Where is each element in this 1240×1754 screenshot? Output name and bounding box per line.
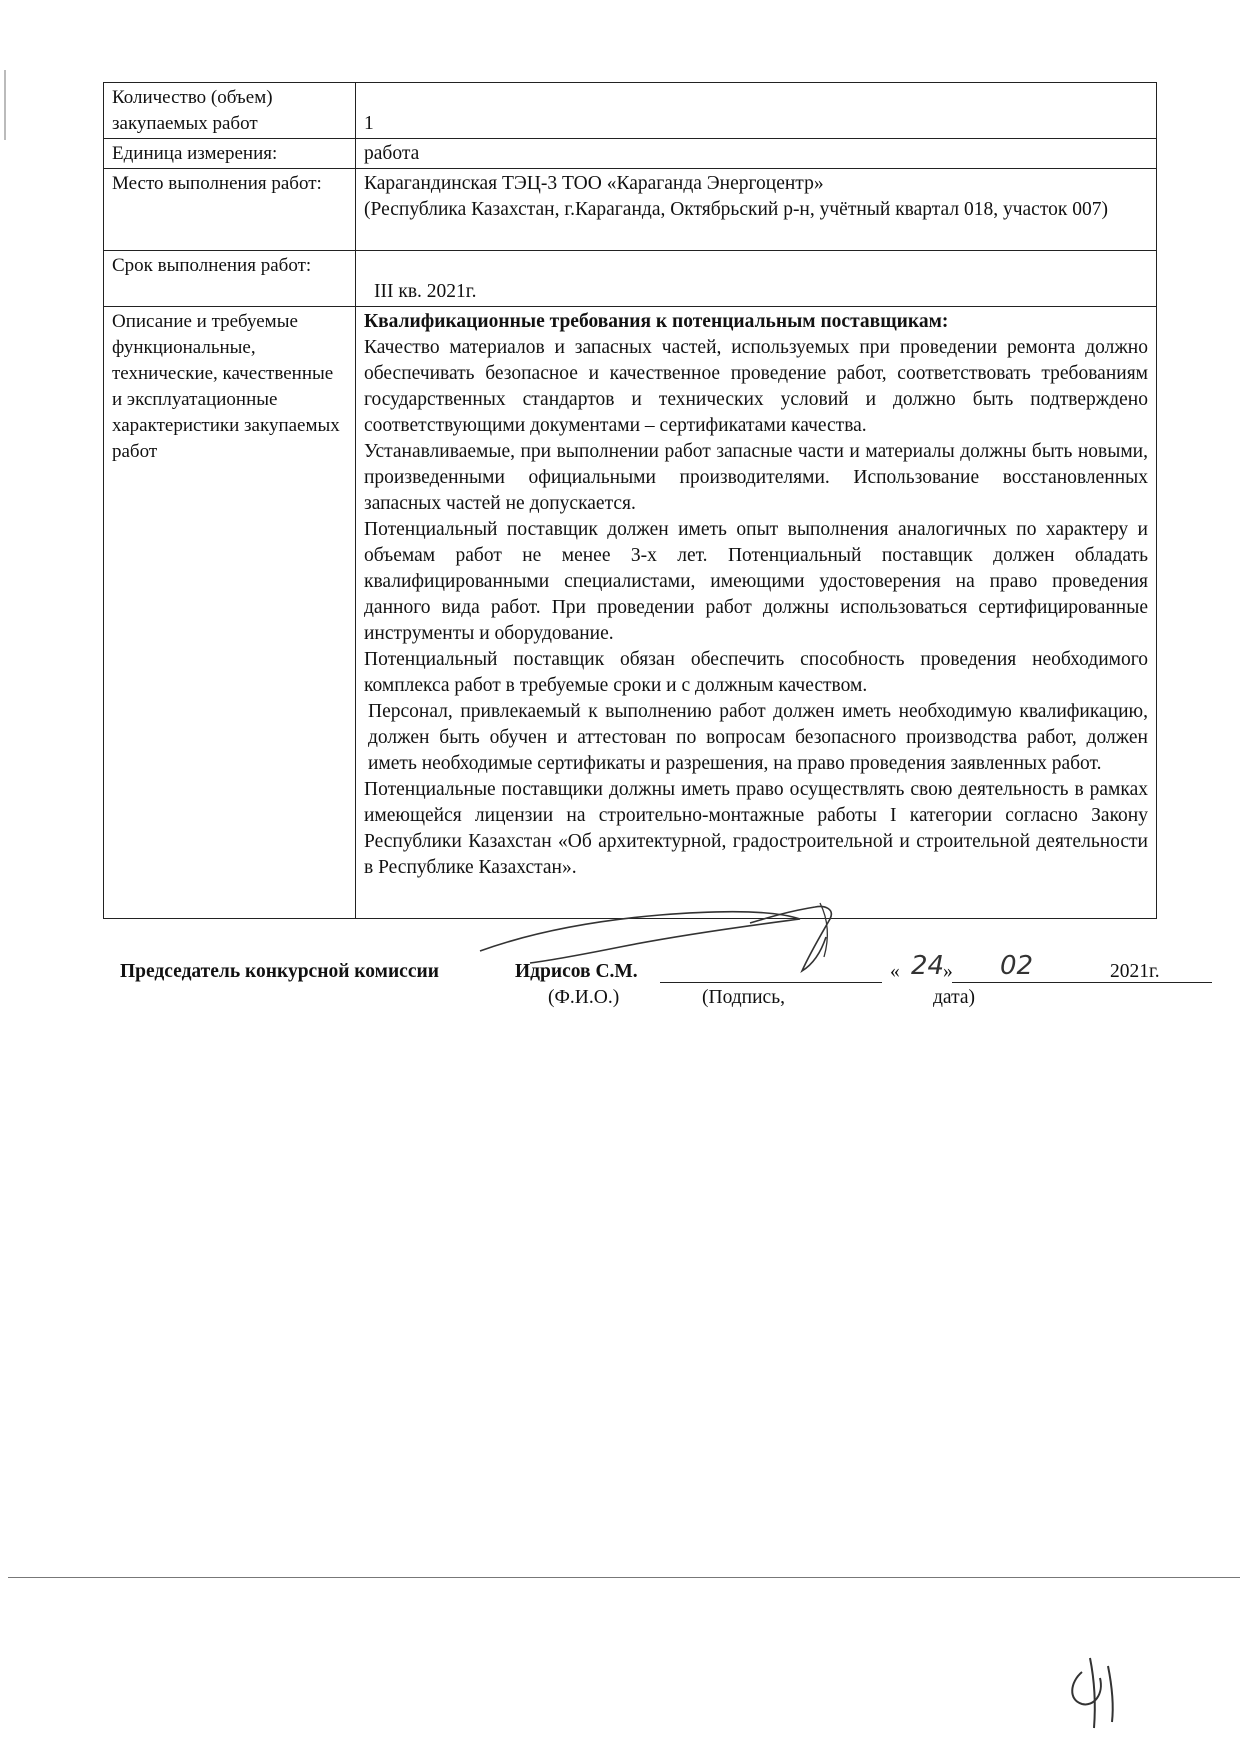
date-line [952, 982, 1212, 983]
caption-fio: (Ф.И.О.) [548, 987, 620, 1008]
requirements-paragraph: Потенциальный поставщик обязан обеспечить способность проведения необходимого комплекса работ в требуемые сроки и с должным качеством. [364, 649, 1148, 696]
description-value [356, 307, 1157, 919]
signature-line [660, 982, 882, 983]
table-row-quantity [104, 83, 1157, 139]
handwritten-initials [1060, 1652, 1130, 1732]
date-month: 02 [1000, 951, 1034, 981]
date-day: 24 [911, 951, 945, 981]
requirements-paragraph: Персонал, привлекаемый к выполнению работ должен иметь необходимую квалификацию, должен быть обучен и аттестован по вопросам безопасного производства работ, должен иметь необходимые сертификаты и разрешения, на право проведения заявленных работ. [368, 701, 1148, 774]
commission-chairman-title: Председатель конкурсной комиссии [120, 961, 439, 982]
caption-date: дата) [933, 987, 975, 1008]
chairman-name: Идрисов С.М. [515, 961, 638, 982]
place-label: Место выполнения работ: [104, 169, 356, 251]
requirements-heading: Квалификационные требования к потенциальным поставщикам: [364, 311, 949, 332]
requirements-paragraph: Потенциальные поставщики должны иметь право осуществлять свою деятельность в рамках имеющейся лицензии на строительно-монтажные работы I категории согласно Закону Республики Казахстан «Об архитектурной, градостроительной и строительной деятельности в Республике Казахстан». [364, 779, 1148, 878]
quantity-value: 1 [356, 83, 1157, 139]
description-label: Описание и требуемые функциональные, технические, качественные и эксплуатационные характеристики закупаемых работ [104, 307, 356, 919]
requirements-paragraph: Устанавливаемые, при выполнении работ запасные части и материалы должны быть новыми, произведенными официальными производителями. Использование восстановленных запасных частей не допускается. [364, 441, 1148, 514]
unit-label: Единица измерения: [104, 139, 356, 169]
caption-signature: (Подпись, [702, 987, 785, 1008]
scan-edge-mark [4, 70, 6, 140]
table-row-description [104, 307, 1157, 919]
signature-block [120, 951, 1160, 1025]
table-row-place [104, 169, 1157, 251]
term-value: III кв. 2021г. [356, 251, 1157, 307]
bottom-rule [8, 1577, 1240, 1578]
requirements-paragraph: Потенциальный поставщик должен иметь опыт выполнения аналогичных по характеру и объемам работ не менее 3-х лет. Потенциальный поставщик должен обладать квалифицированными специалистами, имеющими удостоверения на право проведения данного вида работ. При проведении работ должны использоваться сертифицированные инструменты и оборудование. [364, 519, 1148, 644]
date-open-quote: « [890, 961, 900, 982]
table-row-term [104, 251, 1157, 307]
quantity-label: Количество (объем) закупаемых работ [104, 83, 356, 139]
unit-value: работа [356, 139, 1157, 169]
table-row-unit [104, 139, 1157, 169]
date-year: 2021г. [1110, 961, 1160, 982]
date-close-quote: » [943, 961, 953, 982]
place-value-line-1: Карагандинская ТЭЦ-3 ТОО «Караганда Энергоцентр» [364, 173, 824, 194]
requirements-paragraph: Качество материалов и запасных частей, используемых при проведении ремонта должно обеспечивать безопасное и качественное проведение работ, соответствовать требованиям государственных стандартов и технических условий и должно быть подтверждено соответствующими документами – сертификатами качества. [364, 337, 1148, 436]
place-value-line-2: (Республика Казахстан, г.Караганда, Октябрьский р-н, учётный квартал 018, участок 007) [364, 199, 1108, 220]
term-label: Срок выполнения работ: [104, 251, 356, 307]
procurement-details-table [103, 82, 1157, 919]
place-value [356, 169, 1157, 251]
